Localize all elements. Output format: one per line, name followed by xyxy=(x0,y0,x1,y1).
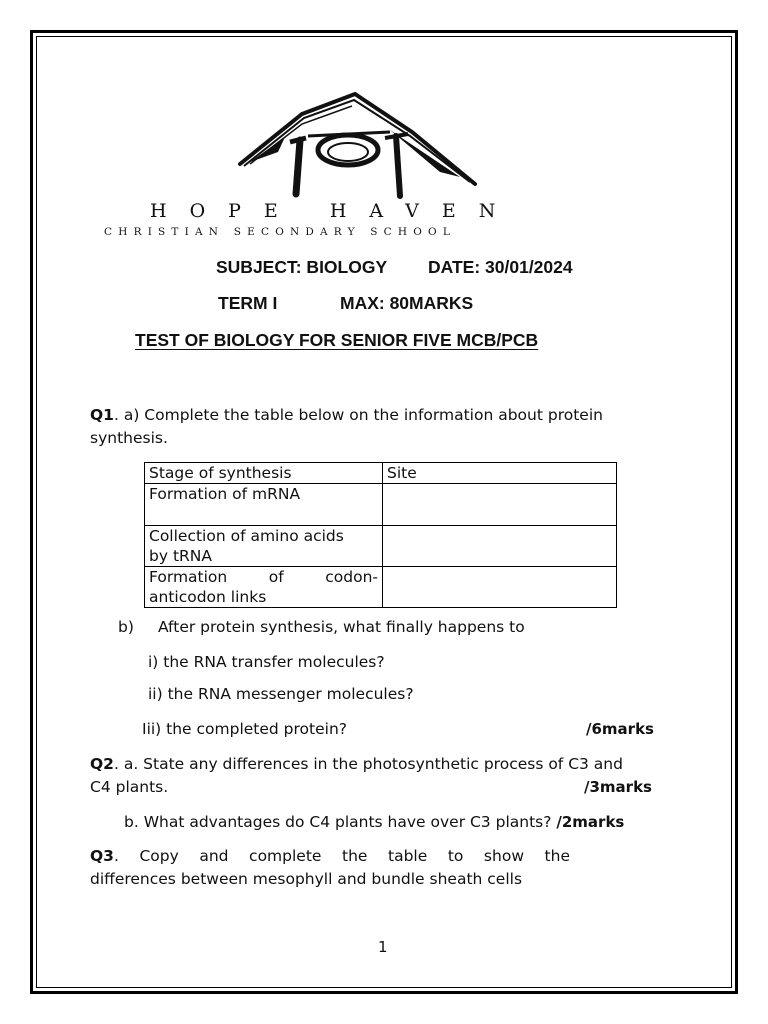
q3-number: Q3 xyxy=(90,847,114,865)
table-cell-stage xyxy=(145,526,383,567)
table-cell-site xyxy=(383,567,617,608)
q2-part-a-line2: C4 plants. xyxy=(90,778,169,796)
table-row xyxy=(145,484,617,526)
table-cell-site xyxy=(383,484,617,526)
stage-text-1: Formation of mRNA xyxy=(149,485,301,503)
q1-sub-iii: Iii) the completed protein? xyxy=(142,720,348,738)
date-label: DATE: 30/01/2024 xyxy=(428,257,573,277)
page-number: 1 xyxy=(378,938,388,956)
max-marks-label: MAX: 80MARKS xyxy=(340,293,474,313)
q2-part-a-text: . a. State any differences in the photosynthetic process of C3 and xyxy=(113,755,623,773)
stage-text-1: Formation of codon- xyxy=(149,568,378,586)
q1-marks: /6marks xyxy=(586,720,654,738)
q3-line1 xyxy=(90,846,570,867)
q1-part-b-text: After protein synthesis, what finally happens to xyxy=(158,618,525,636)
q1-sub-i: i) the RNA transfer molecules? xyxy=(148,653,385,671)
table-row xyxy=(145,526,617,567)
q3-line1-text: . Copy and complete the table to show the xyxy=(113,847,570,865)
table-cell-site xyxy=(383,526,617,567)
table-header-site: Site xyxy=(383,463,617,484)
q3-line2: differences between mesophyll and bundle sheath cells xyxy=(90,870,523,888)
q1-sub-ii: ii) the RNA messenger molecules? xyxy=(148,685,414,703)
q1-part-b-label: b) xyxy=(118,618,134,636)
table-header-row xyxy=(145,463,617,484)
subject-label: SUBJECT: BIOLOGY xyxy=(216,257,388,277)
q1-part-a-line1 xyxy=(90,405,603,426)
table-row xyxy=(145,567,617,608)
q2-part-b-marks: /2marks xyxy=(556,813,625,831)
q1-number: Q1 xyxy=(90,406,114,424)
q1-part-a-line2: synthesis. xyxy=(90,429,168,447)
table-cell-stage xyxy=(145,567,383,608)
table-cell-stage xyxy=(145,484,383,526)
protein-synthesis-table xyxy=(144,462,617,608)
q1-part-a-text: . a) Complete the table below on the information about protein xyxy=(113,406,603,424)
stage-text-2: anticodon links xyxy=(149,588,267,606)
school-name: HOPE HAVEN xyxy=(150,200,519,222)
stage-text-2: by tRNA xyxy=(149,547,212,565)
table-header-stage: Stage of synthesis xyxy=(145,463,383,484)
q2-part-b-text: b. What advantages do C4 plants have over C3 plants? xyxy=(124,813,552,831)
stage-text-1: Collection of amino acids xyxy=(149,527,344,545)
q2-number: Q2 xyxy=(90,755,114,773)
school-logo-icon xyxy=(230,92,480,202)
q2-part-a-line1 xyxy=(90,754,623,775)
q2-part-b xyxy=(124,812,624,833)
test-title: TEST OF BIOLOGY FOR SENIOR FIVE MCB/PCB xyxy=(135,330,539,350)
term-label: TERM I xyxy=(218,293,278,313)
school-subtitle: CHRISTIAN SECONDARY SCHOOL xyxy=(104,226,457,238)
q2-part-a-marks: /3marks xyxy=(584,778,652,796)
